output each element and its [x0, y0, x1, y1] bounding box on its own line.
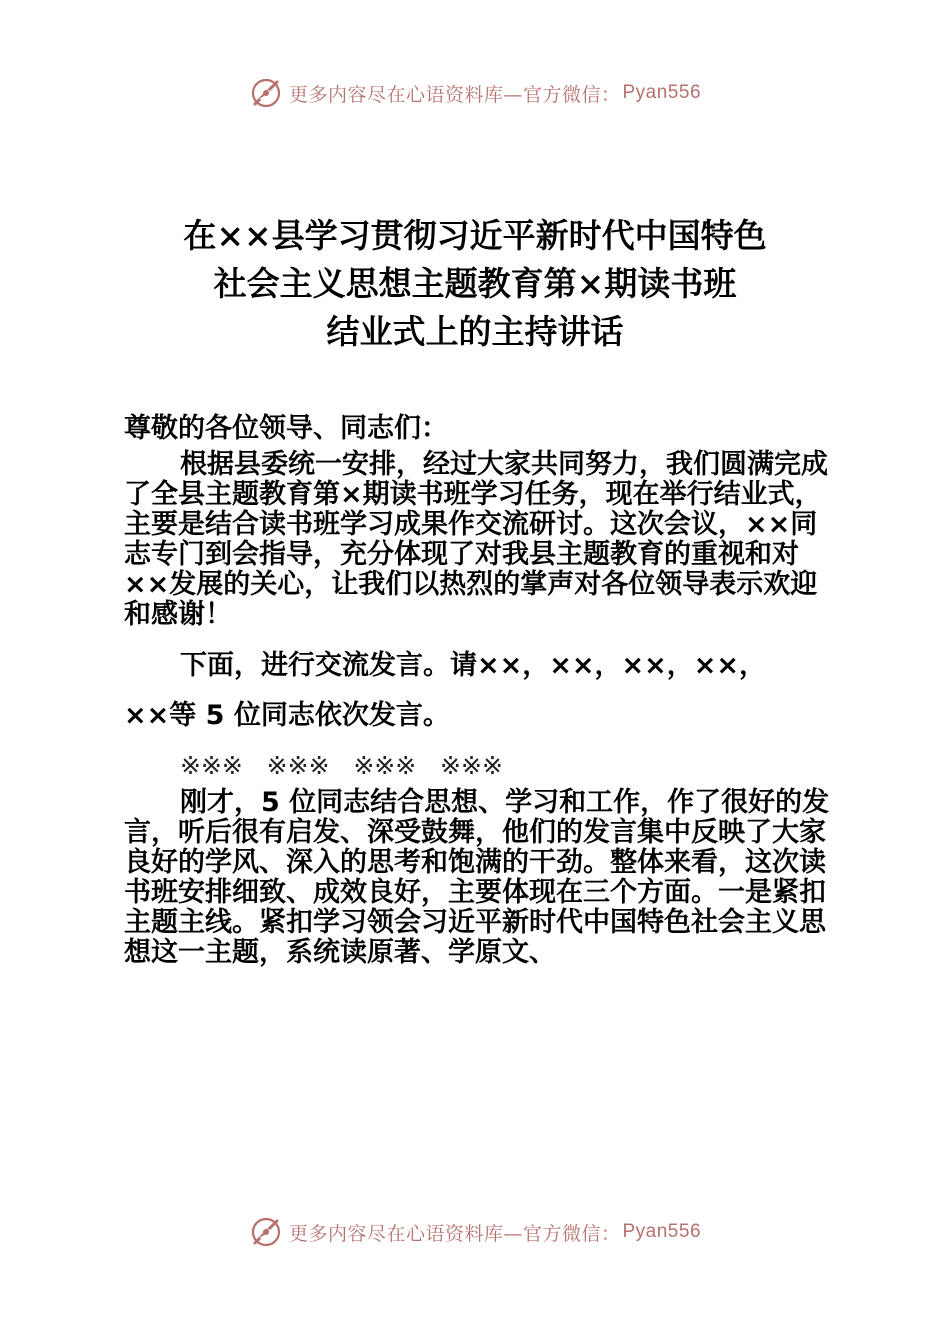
title-line-3: 结业式上的主持讲话: [326, 312, 624, 351]
greeting: 尊敬的各位领导、同志们：: [124, 413, 448, 444]
watermark-wechat-id: Pyan556: [622, 82, 702, 103]
pen-logo-icon: [249, 76, 283, 110]
pen-logo-icon: [249, 1215, 283, 1249]
section-separator: ※※※ ※※※ ※※※ ※※※: [180, 751, 503, 780]
paragraph-1: 根据县委统一安排，经过大家共同努力，我们圆满完成了全县主题教育第×期读书班学习任务，现在举行结业式，主要是结合读书班学习成果作交流研讨。这次会议，××同志专门到会指导，充分体现了对我县主题教育的重视和对××发展的关心，让我们以热烈的掌声对各位领导表示欢迎和感谢！: [124, 449, 828, 630]
footer-watermark: [0, 1212, 950, 1252]
paragraph-2-line-1: 下面，进行交流发言。请××，××，××，××，: [180, 650, 766, 681]
watermark-wechat-id: Pyan556: [622, 1221, 702, 1242]
document-title: [0, 212, 950, 356]
document-body: [124, 414, 844, 968]
header-watermark: [0, 73, 950, 113]
watermark-text: 更多内容尽在心语资料库—官方微信：: [288, 83, 621, 106]
paragraph-2: [124, 640, 844, 742]
title-line-2: 社会主义思想主题教育第×期读书班: [213, 264, 737, 303]
paragraph-3: 刚才，5 位同志结合思想、学习和工作，作了很好的发言，听后很有启发、深受鼓舞，他们的发言集中反映了大家良好的学风、深入的思考和饱满的干劲。整体来看，这次读书班安排细致、成效良好，主要体现在三个方面。一是紧扣主题主线。紧扣学习领会习近平新时代中国特色社会主义思想这一主题，系统读原著、学原文、: [124, 787, 830, 968]
title-line-1: 在××县学习贯彻习近平新时代中国特色: [183, 216, 767, 255]
watermark-text: 更多内容尽在心语资料库—官方微信：: [288, 1222, 621, 1245]
paragraph-2-line-2: ××等 5 位同志依次发言。: [124, 700, 450, 731]
